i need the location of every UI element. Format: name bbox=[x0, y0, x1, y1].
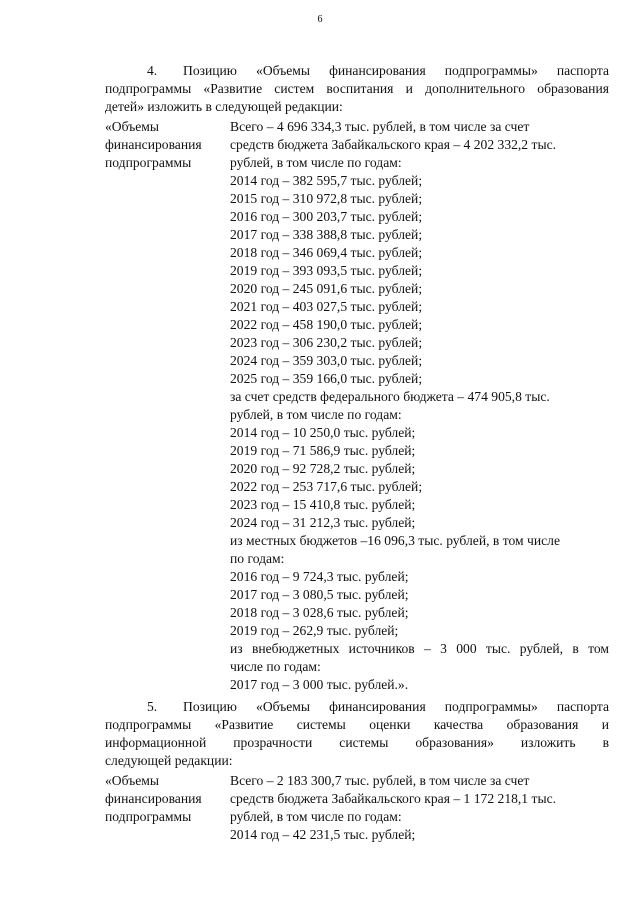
item-5-funding-label: «Объемы финансирования подпрограммы bbox=[105, 773, 202, 824]
item-4-line-1: 4. Позицию «Объемы финансирования подпрограммы» паспорта bbox=[105, 62, 609, 80]
page-number: 6 bbox=[317, 14, 323, 25]
funding-line: из местных бюджетов –16 096,3 тыс. рублей, в том числе bbox=[230, 533, 560, 548]
funding-line: 2025 год – 359 166,0 тыс. рублей; bbox=[230, 371, 423, 386]
item-4-funding-block bbox=[105, 118, 609, 694]
item-4-number: 4. bbox=[147, 63, 158, 78]
item-5-line-2: подпрограммы «Развитие системы оценки качества образования и bbox=[105, 717, 609, 732]
funding-line: 2015 год – 310 972,8 тыс. рублей; bbox=[230, 191, 423, 206]
funding-line: 2019 год – 71 586,9 тыс. рублей; bbox=[230, 443, 416, 458]
funding-line: 2022 год – 253 717,6 тыс. рублей; bbox=[230, 479, 423, 494]
item-5-funding-block bbox=[105, 772, 609, 844]
funding-line: 2019 год – 262,9 тыс. рублей; bbox=[230, 623, 399, 638]
funding-line: 2020 год – 92 728,2 тыс. рублей; bbox=[230, 461, 416, 476]
funding-line: средств бюджета Забайкальского края – 1 172 218,1 тыс. bbox=[230, 791, 557, 806]
funding-line: рублей, в том числе по годам: bbox=[230, 809, 402, 824]
item-5-line-1: 5. Позицию «Объемы финансирования подпрограммы» паспорта bbox=[105, 698, 609, 716]
funding-line: 2019 год – 393 093,5 тыс. рублей; bbox=[230, 263, 423, 278]
item-4-funding-body bbox=[230, 118, 609, 694]
item-4-line-3: детей» изложить в следующей редакции: bbox=[105, 99, 343, 114]
funding-line: 2023 год – 15 410,8 тыс. рублей; bbox=[230, 497, 416, 512]
funding-line: средств бюджета Забайкальского края – 4 202 332,2 тыс. bbox=[230, 137, 557, 152]
funding-line: 2016 год – 9 724,3 тыс. рублей; bbox=[230, 569, 409, 584]
item-5-paragraph bbox=[105, 698, 609, 770]
funding-line: 2024 год – 359 303,0 тыс. рублей; bbox=[230, 353, 423, 368]
funding-line: 2018 год – 3 028,6 тыс. рублей; bbox=[230, 605, 409, 620]
funding-line: 2017 год – 3 000 тыс. рублей.». bbox=[230, 677, 409, 692]
funding-line: 2021 год – 403 027,5 тыс. рублей; bbox=[230, 299, 423, 314]
funding-line: из внебюджетных источников – 3 000 тыс. рублей, в том bbox=[230, 641, 609, 656]
item-4-line-2: подпрограммы «Развитие систем воспитания и дополнительного образования bbox=[105, 81, 609, 96]
funding-line: 2018 год – 346 069,4 тыс. рублей; bbox=[230, 245, 423, 260]
item-5-number: 5. bbox=[147, 699, 158, 714]
funding-line: рублей, в том числе по годам: bbox=[230, 155, 402, 170]
funding-line: 2024 год – 31 212,3 тыс. рублей; bbox=[230, 515, 416, 530]
funding-line: 2023 год – 306 230,2 тыс. рублей; bbox=[230, 335, 423, 350]
funding-line: 2014 год – 382 595,7 тыс. рублей; bbox=[230, 173, 423, 188]
funding-line: за счет средств федерального бюджета – 474 905,8 тыс. bbox=[230, 389, 550, 404]
funding-line: числе по годам: bbox=[230, 659, 321, 674]
item-5-funding-body bbox=[230, 772, 609, 844]
funding-line: Всего – 2 183 300,7 тыс. рублей, в том числе за счет bbox=[230, 773, 530, 788]
funding-line: рублей, в том числе по годам: bbox=[230, 407, 402, 422]
item-5-line-4: следующей редакции: bbox=[105, 753, 233, 768]
funding-line: Всего – 4 696 334,3 тыс. рублей, в том числе за счет bbox=[230, 119, 530, 134]
document-content bbox=[105, 62, 609, 844]
funding-line: 2016 год – 300 203,7 тыс. рублей; bbox=[230, 209, 423, 224]
item-4-paragraph bbox=[105, 62, 609, 116]
funding-line: 2017 год – 3 080,5 тыс. рублей; bbox=[230, 587, 409, 602]
funding-line: по годам: bbox=[230, 551, 285, 566]
funding-line: 2017 год – 338 388,8 тыс. рублей; bbox=[230, 227, 423, 242]
item-5-line-3: информационной прозрачности системы образования» изложить в bbox=[105, 735, 609, 750]
funding-line: 2014 год – 10 250,0 тыс. рублей; bbox=[230, 425, 416, 440]
funding-line: 2022 год – 458 190,0 тыс. рублей; bbox=[230, 317, 423, 332]
funding-line: 2014 год – 42 231,5 тыс. рублей; bbox=[230, 827, 416, 842]
funding-line: 2020 год – 245 091,6 тыс. рублей; bbox=[230, 281, 423, 296]
item-4-funding-label: «Объемы финансирования подпрограммы bbox=[105, 119, 202, 170]
